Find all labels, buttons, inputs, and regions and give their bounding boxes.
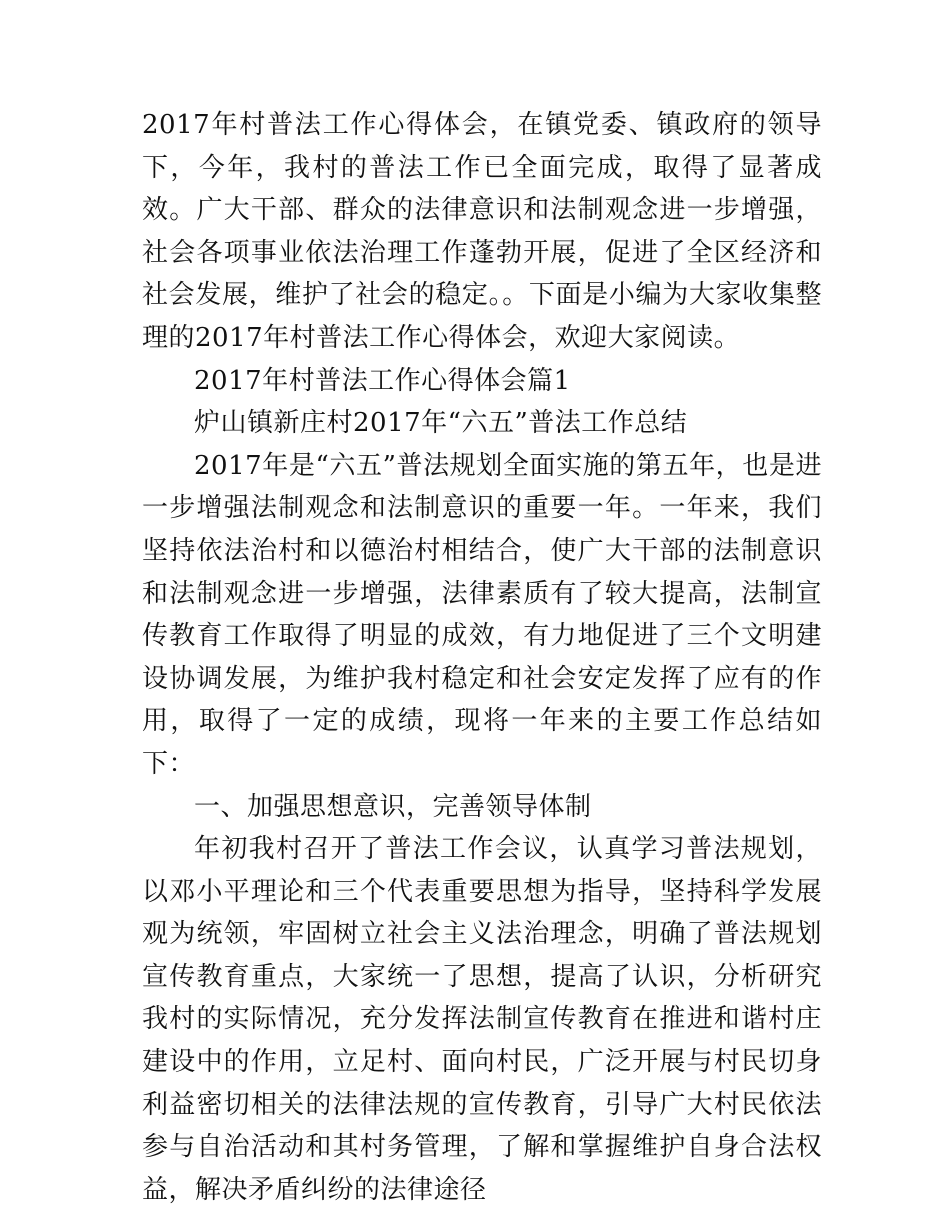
document-body <box>142 104 822 1211</box>
section-heading: 一、加强思想意识，完善领导体制 <box>194 791 592 822</box>
body-paragraph: 年初我村召开了普法工作会议，认真学习普法规划，以邓小平理论和三个代表重要思想为指导，坚持科学发展观为统领，牢固树立社会主义法治理念，明确了普法规划宣传教育重点，大家统一了思想，提高了认识，分析研究我村的实际情况，充分发挥法制宣传教育在推进和谐村庄建设中的作用，立足村、面向村民，广泛开展与村民切身利益密切相关的法律法规的宣传教育，引导广大村民依法参与自治活动和其村务管理，了解和掌握维护自身合法权益，解决矛盾纠纷的法律途径 <box>142 834 822 1205</box>
intro-paragraph: 2017年村普法工作心得体会，在镇党委、镇政府的领导下，今年，我村的普法工作已全面完成，取得了显著成效。广大干部、群众的法律意识和法制观念进一步增强，社会各项事业依法治理工作蓬勃开展，促进了全区经济和社会发展，维护了社会的稳定。。下面是小编为大家收集整理的2017年村普法工作心得体会，欢迎大家阅读。 <box>142 110 822 353</box>
article-heading: 2017年村普法工作心得体会篇1 <box>194 365 571 396</box>
body-paragraph: 2017年是“六五”普法规划全面实施的第五年，也是进一步增强法制观念和法制意识的重要一年。一年来，我们坚持依法治村和以德治村相结合，使广大干部的法制意识和法制观念进一步增强，法律素质有了较大提高，法制宣传教育工作取得了明显的成效，有力地促进了三个文明建设协调发展，为维护我村稳定和社会安定发挥了应有的作用，取得了一定的成绩，现将一年来的主要工作总结如下： <box>142 450 822 779</box>
summary-title: 炉山镇新庄村2017年“六五”普法工作总结 <box>194 408 688 439</box>
